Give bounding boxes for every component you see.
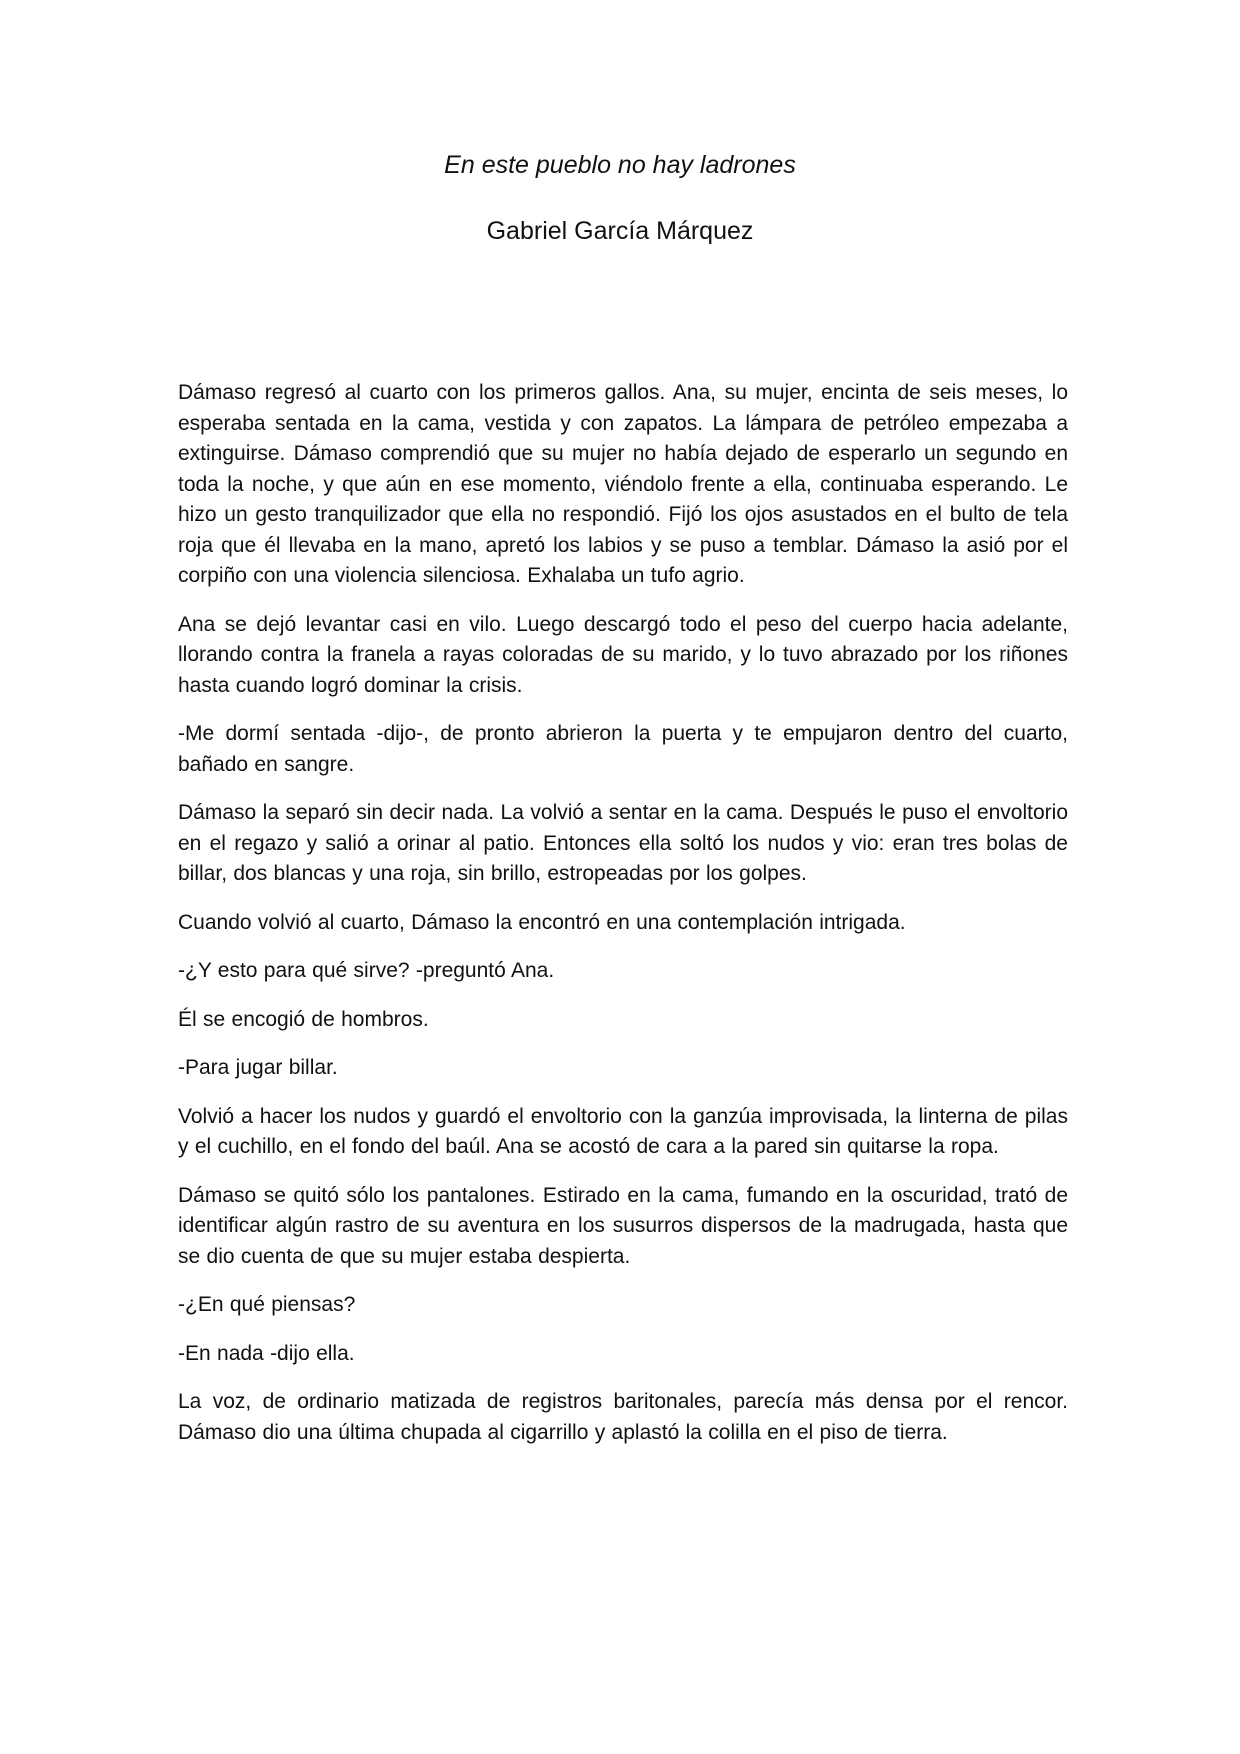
paragraph: -Para jugar billar.	[178, 1056, 338, 1079]
paragraph: -¿En qué piensas?	[178, 1293, 356, 1316]
paragraph: Ana se dejó levantar casi en vilo. Luego descargó todo el peso del cuerpo hacia adelante, llorando contra la franela a rayas coloradas de su marido, y lo tuvo abrazado por los riñones hasta cuando logró dominar la crisis.	[178, 612, 1068, 697]
paragraph: Dámaso regresó al cuarto con los primeros gallos. Ana, su mujer, encinta de seis meses, lo esperaba sentada en la cama, vestida y con zapatos. La lámpara de petróleo empezaba a extinguirse. Dámaso comprendió que su mujer no había dejado de esperarlo un segundo en toda la noche, y que aún en ese momento, viéndolo frente a ella, continuaba esperando. Le hizo un gesto tranquilizador que ella no respondió. Fijó los ojos asustados en el bulto de tela roja que él llevaba en la mano, apretó los labios y se puso a temblar. Dámaso la asió por el corpiño con una violencia silenciosa. Exhalaba un tufo agrio.	[178, 381, 1068, 587]
paragraph: Cuando volvió al cuarto, Dámaso la encontró en una contemplación intrigada.	[178, 910, 906, 934]
paragraph: -Me dormí sentada -dijo-, de pronto abrieron la puerta y te empujaron dentro del cuarto, bañado en sangre.	[178, 722, 1068, 776]
paragraph: Él se encogió de hombros.	[178, 1007, 429, 1031]
author-name: Gabriel García Márquez	[486, 217, 754, 245]
story-body	[178, 378, 1068, 1466]
paragraph: La voz, de ordinario matizada de registros baritonales, parecía más densa por el rencor. Dámaso dio una última chupada al cigarrillo y aplastó la colilla en el piso de tierra.	[178, 1390, 1068, 1444]
paragraph: Volvió a hacer los nudos y guardó el envoltorio con la ganzúa improvisada, la linterna de pilas y el cuchillo, en el fondo del baúl. Ana se acostó de cara a la pared sin quitarse la ropa.	[178, 1104, 1068, 1158]
paragraph: -En nada -dijo ella.	[178, 1341, 355, 1365]
paragraph: Dámaso la separó sin decir nada. La volvió a sentar en la cama. Después le puso el envoltorio en el regazo y salió a orinar al patio. Entonces ella soltó los nudos y vio: eran tres bolas de billar, dos blancas y una roja, sin brillo, estropeadas por los golpes.	[178, 801, 1068, 885]
paragraph: Dámaso se quitó sólo los pantalones. Estirado en la cama, fumando en la oscuridad, trató de identificar algún rastro de su aventura en los susurros dispersos de la madrugada, hasta que se dio cuenta de que su mujer estaba despierta.	[178, 1183, 1068, 1268]
story-title: En este pueblo no hay ladrones	[444, 151, 796, 179]
paragraph: -¿Y esto para qué sirve? -preguntó Ana.	[178, 959, 555, 982]
